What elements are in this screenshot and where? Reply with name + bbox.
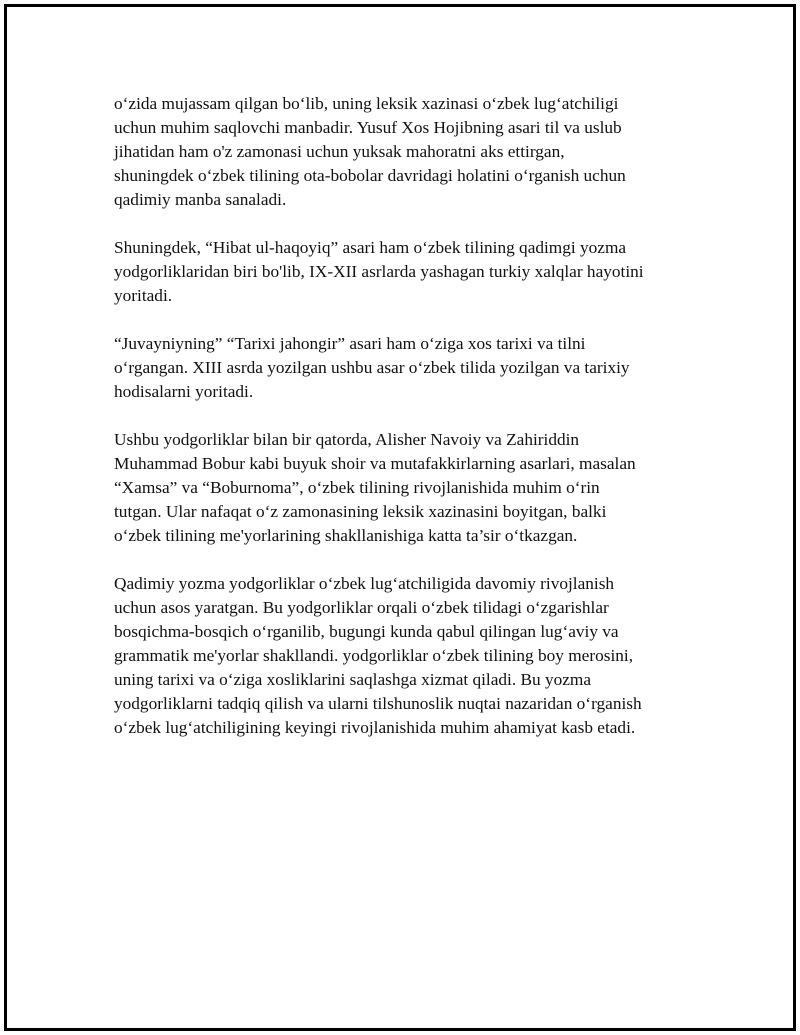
text-line: o‘rgangan. XIII asrda yozilgan ushbu asar o‘zbek tilida yozilgan va tarixiy: [114, 358, 630, 377]
text-line: Ushbu yodgorliklar bilan bir qatorda, Alisher Navoiy va Zahiriddin: [114, 430, 580, 449]
paragraph-3: [114, 332, 694, 404]
text-line: uchun muhim saqlovchi manbadir. Yusuf Xos Hojibning asari til va uslub: [114, 118, 622, 137]
text-line: uchun asos yaratgan. Bu yodgorliklar orqali o‘zbek tilidagi o‘zgarishlar: [114, 598, 609, 617]
text-line: yodgorliklarni tadqiq qilish va ularni tilshunoslik nuqtai nazaridan o‘rganish: [114, 694, 642, 713]
text-line: Qadimiy yozma yodgorliklar o‘zbek lug‘atchiligida davomiy rivojlanish: [114, 574, 615, 593]
text-line: “Juvayniyning” “Tarixi jahongir” asari ham o‘ziga xos tarixi va tilni: [114, 334, 586, 353]
text-line: tutgan. Ular nafaqat o‘z zamonasining leksik xazinasini boyitgan, balki: [114, 502, 607, 521]
text-line: bosqichma-bosqich o‘rganilib, bugungi kunda qabul qilingan lug‘aviy va: [114, 622, 619, 641]
paragraph-2: [114, 236, 694, 308]
text-line: uning tarixi va o‘ziga xosliklarini saqlashga xizmat qiladi. Bu yozma: [114, 670, 592, 689]
text-line: o‘zbek lug‘atchiligining keyingi rivojlanishida muhim ahamiyat kasb etadi.: [114, 718, 636, 737]
paragraph-4: [114, 428, 694, 548]
text-line: qadimiy manba sanaladi.: [114, 190, 287, 209]
text-line: yoritadi.: [114, 286, 173, 305]
text-line: grammatik me'yorlar shakllandi. yodgorliklar o‘zbek tilining boy merosini,: [114, 646, 634, 665]
text-line: o‘zida mujassam qilgan bo‘lib, uning leksik xazinasi o‘zbek lug‘atchiligi: [114, 94, 619, 113]
text-line: o‘zbek tilining me'yorlarining shakllanishiga katta ta’sir o‘tkazgan.: [114, 526, 578, 545]
paragraph-1: [114, 92, 694, 212]
text-line: Muhammad Bobur kabi buyuk shoir va mutafakkirlarning asarlari, masalan: [114, 454, 636, 473]
text-line: Shuningdek, “Hibat ul-haqoyiq” asari ham o‘zbek tilining qadimgi yozma: [114, 238, 627, 257]
text-line: hodisalarni yoritadi.: [114, 382, 254, 401]
paragraph-5: [114, 572, 694, 740]
document-body: [114, 92, 694, 764]
text-line: “Xamsa” va “Boburnoma”, o‘zbek tilining rivojlanishida muhim o‘rin: [114, 478, 600, 497]
text-line: jihatidan ham o'z zamonasi uchun yuksak mahoratni aks ettirgan,: [114, 142, 565, 161]
text-line: yodgorliklaridan biri bo'lib, IX-XII asrlarda yashagan turkiy xalqlar hayotini: [114, 262, 644, 281]
text-line: shuningdek o‘zbek tilining ota-bobolar davridagi holatini o‘rganish uchun: [114, 166, 626, 185]
